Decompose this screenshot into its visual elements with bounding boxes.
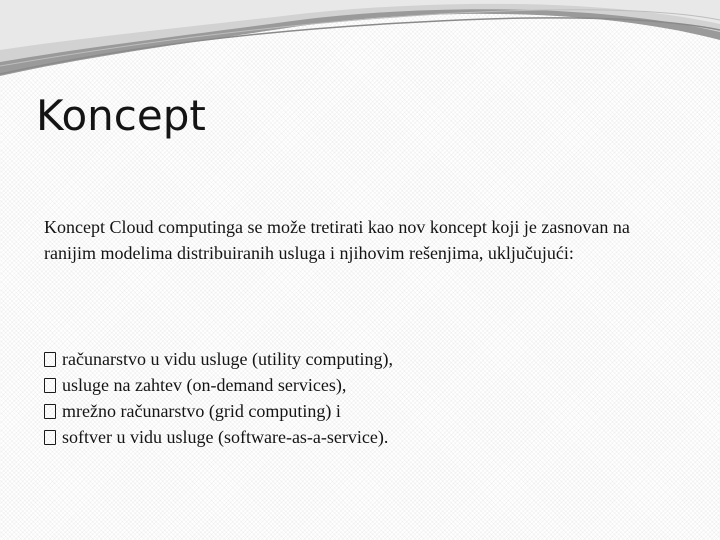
bullet-text: usluge na zahtev (on-demand services),	[62, 375, 347, 395]
square-bullet-icon	[44, 430, 56, 445]
list-item	[44, 372, 684, 398]
list-item	[44, 424, 684, 450]
bullet-list	[44, 346, 684, 450]
decorative-wave-header	[0, 0, 720, 90]
slide-title: Koncept	[36, 91, 206, 140]
intro-paragraph: Koncept Cloud computinga se može tretirati kao nov koncept koji je zasnovan na ranijim modelima distribuiranih usluga i njihovim rešenjima, uključujući:	[44, 217, 630, 263]
square-bullet-icon	[44, 378, 56, 393]
square-bullet-icon	[44, 352, 56, 367]
list-item	[44, 398, 684, 424]
bullet-text: mrežno računarstvo (grid computing) i	[62, 401, 341, 421]
square-bullet-icon	[44, 404, 56, 419]
bullet-text: računarstvo u vidu usluge (utility computing),	[62, 349, 393, 369]
bullet-text: softver u vidu usluge (software-as-a-service).	[62, 427, 389, 447]
list-item	[44, 346, 684, 372]
